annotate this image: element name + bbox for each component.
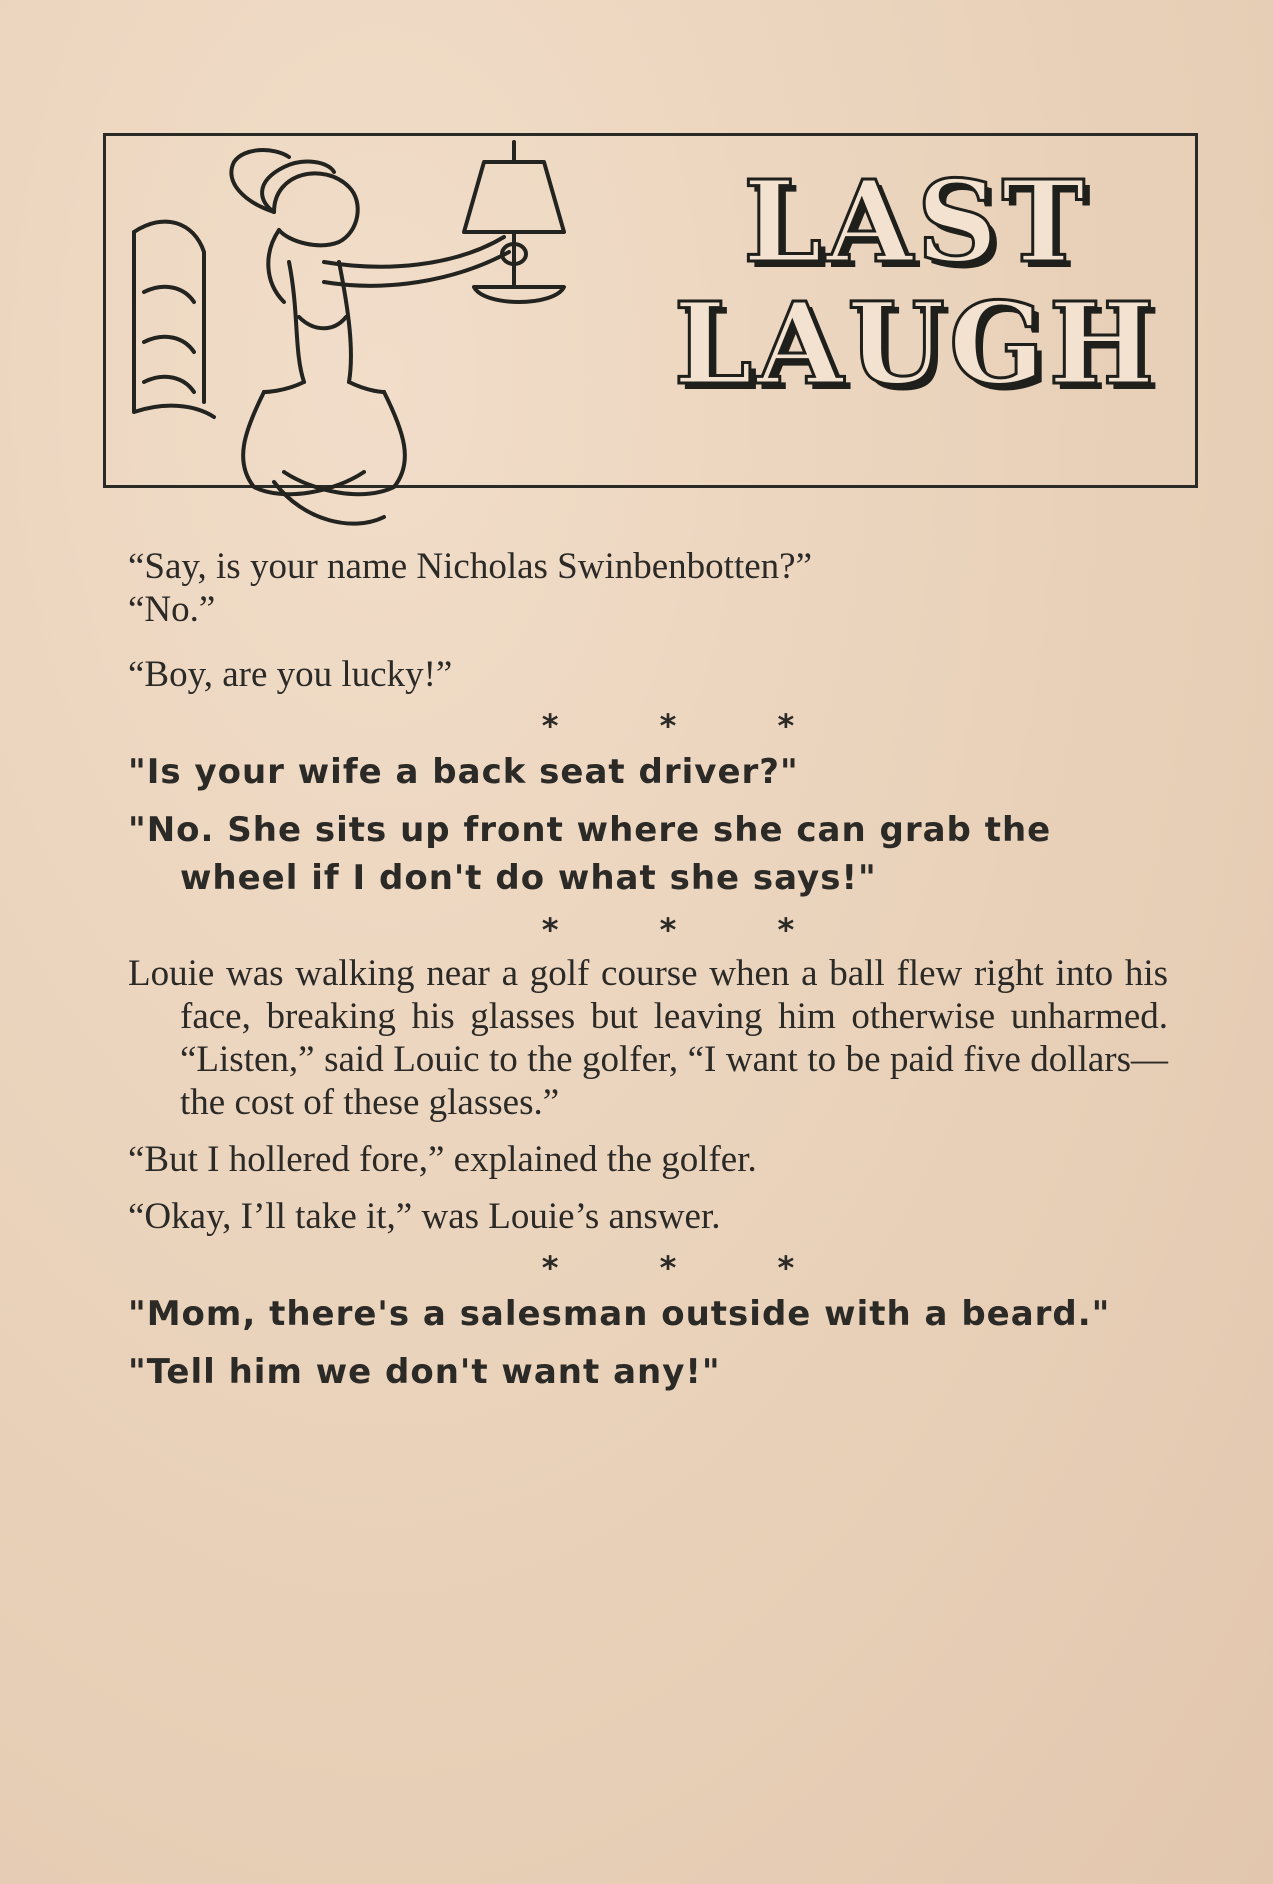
joke-line: Louie was walking near a golf course when a ball flew right into his face, breaking his glasses but leaving him otherwise unharmed. “Listen,” said Louic to the golfer, “I want to be paid five dollars—the cost of these glasses.” [128,953,1168,1123]
joke-line: "Is your wife a back seat driver?" [128,752,799,792]
joke-line: "No. She sits up front where she can grab the wheel if I don't do what she says!" [128,810,1052,898]
joke-line: “Okay, I’ll take it,” was Louie’s answer. [128,1196,721,1237]
joke-1 [128,545,1168,696]
separator: * * * [541,1249,795,1287]
joke-3 [128,952,1168,1238]
joke-line: "Mom, there's a salesman outside with a beard." [128,1294,1111,1334]
joke-line: “Say, is your name Nicholas Swinbenbotten?” [128,546,812,587]
joke-line: "Tell him we don't want any!" [128,1352,721,1392]
separator: * * * [541,707,795,745]
woman-with-lamp-illustration [124,142,644,542]
jokes-column [128,545,1168,1396]
joke-line: “But I hollered fore,” explained the golfer. [128,1139,757,1180]
title-line-laugh: LAUGH [673,279,1159,410]
joke-4 [128,1290,1168,1396]
joke-line: “Boy, are you lucky!” [128,654,453,695]
joke-2 [128,748,1168,902]
joke-line: “No.” [128,589,216,630]
page-title [666,157,1166,410]
header-panel [103,133,1198,488]
title-line-last: LAST [743,157,1089,288]
separator: * * * [541,911,795,949]
